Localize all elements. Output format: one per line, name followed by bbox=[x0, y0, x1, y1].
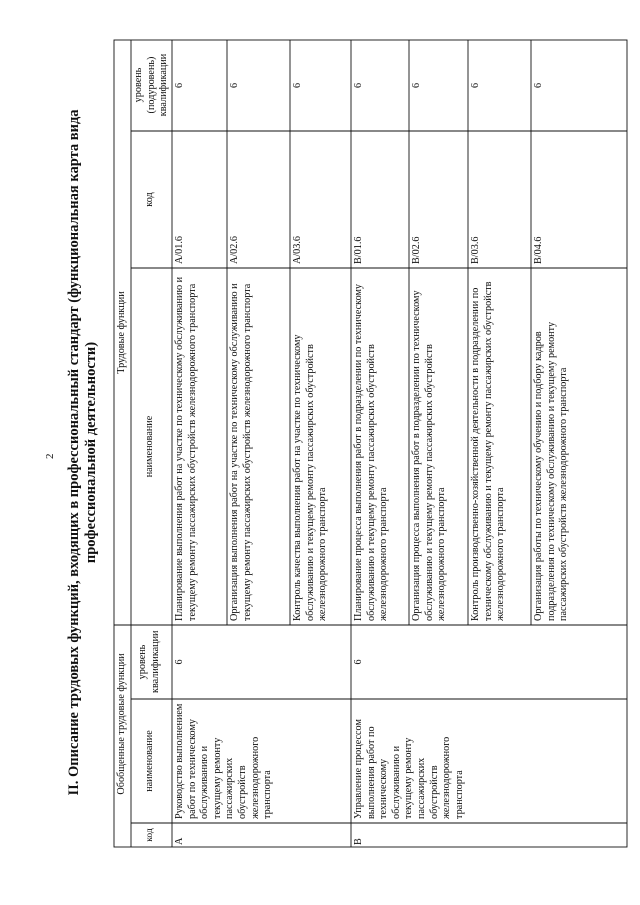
function-a03-level: 6 bbox=[292, 82, 303, 89]
header-code: код bbox=[145, 828, 155, 842]
group-a-code: A bbox=[174, 837, 185, 845]
function-b01-code: B/01.6 bbox=[353, 236, 364, 264]
group-b-level: 6 bbox=[353, 659, 364, 665]
header-sublevel: уровень (подуровень) квалификации bbox=[133, 53, 170, 117]
group-a-level: 6 bbox=[174, 659, 185, 665]
function-b04-name: Организация работы по техническому обучению и подбору кадров подразделения по техническому обслуживанию и текущему ремонту пассажирских обустройств железнодорожного транспорта bbox=[533, 321, 570, 621]
group-b-code: B bbox=[353, 838, 364, 845]
function-b03-name: Контроль производственно-хозяйственной деятельности в подразделении по техническому обслуживанию и текущему ремонту пассажирских обустройств железнодорожного транспорта bbox=[470, 281, 507, 621]
function-a01-level: 6 bbox=[174, 82, 185, 89]
function-a02-level: 6 bbox=[229, 82, 240, 89]
function-a02-name: Организация выполнения работ на участке по техническому обслуживанию и текущему ремонту пассажирских обустройств железнодорожного транспорта bbox=[229, 283, 253, 621]
function-b02-name: Организация процесса выполнения работ в подразделении по техническому обслуживанию и текущему ремонту пассажирских обустройств железнодорожного транспорта bbox=[411, 290, 448, 621]
function-b04-code: B/04.6 bbox=[533, 236, 544, 264]
function-b03-code: B/03.6 bbox=[470, 236, 481, 264]
header-function-code: код bbox=[144, 192, 155, 207]
page-number: 2 bbox=[44, 453, 56, 459]
function-b01-level: 6 bbox=[353, 82, 364, 89]
function-a03-code: A/03.6 bbox=[292, 235, 303, 264]
function-a03-name: Контроль качества выполнения работ на участке по техническому обслуживанию и текущему ремонту пассажирских обустройств железнодорожного транспорта bbox=[292, 334, 329, 621]
function-b04-level: 6 bbox=[533, 82, 544, 89]
header-generalized: Обобщенные трудовые функции bbox=[116, 653, 127, 795]
header-function-name: наименование bbox=[144, 415, 155, 478]
function-b02-code: B/02.6 bbox=[411, 236, 422, 264]
group-b-name: Управление процессом выполнения работ по техническому обслуживанию и текущему ремонту пассажирских обустройств железнодорожного транспорта bbox=[353, 719, 465, 819]
function-a02-code: A/02.6 bbox=[229, 235, 240, 264]
header-level: уровень квалификации bbox=[137, 630, 161, 693]
group-a-name: Руководство выполнением работ по техническому обслуживанию и текущему ремонту пассажирских обустройств железнодорожного транспорта bbox=[174, 703, 274, 819]
function-b03-level: 6 bbox=[470, 82, 481, 89]
function-b01-name: Планирование процесса выполнения работ в подразделении по техническому обслуживанию и текущему ремонту пассажирских обустройств железнодорожного транспорта bbox=[353, 283, 390, 621]
section-title-line-2: профессиональной деятельности) bbox=[83, 341, 99, 564]
function-b02-level: 6 bbox=[411, 82, 422, 89]
header-name: наименование bbox=[144, 730, 155, 792]
section-title-line-1: II. Описание трудовых функций, входящих в профессиональный стандарт (функциональная карта вида bbox=[66, 109, 82, 796]
function-a01-code: A/01.6 bbox=[174, 235, 185, 264]
header-labor-functions: Трудовые функции bbox=[116, 291, 127, 374]
function-a01-name: Планирование выполнения работ на участке по техническому обслуживанию и текущему ремонту пассажирских обустройств железнодорожного транспорта bbox=[174, 276, 198, 621]
